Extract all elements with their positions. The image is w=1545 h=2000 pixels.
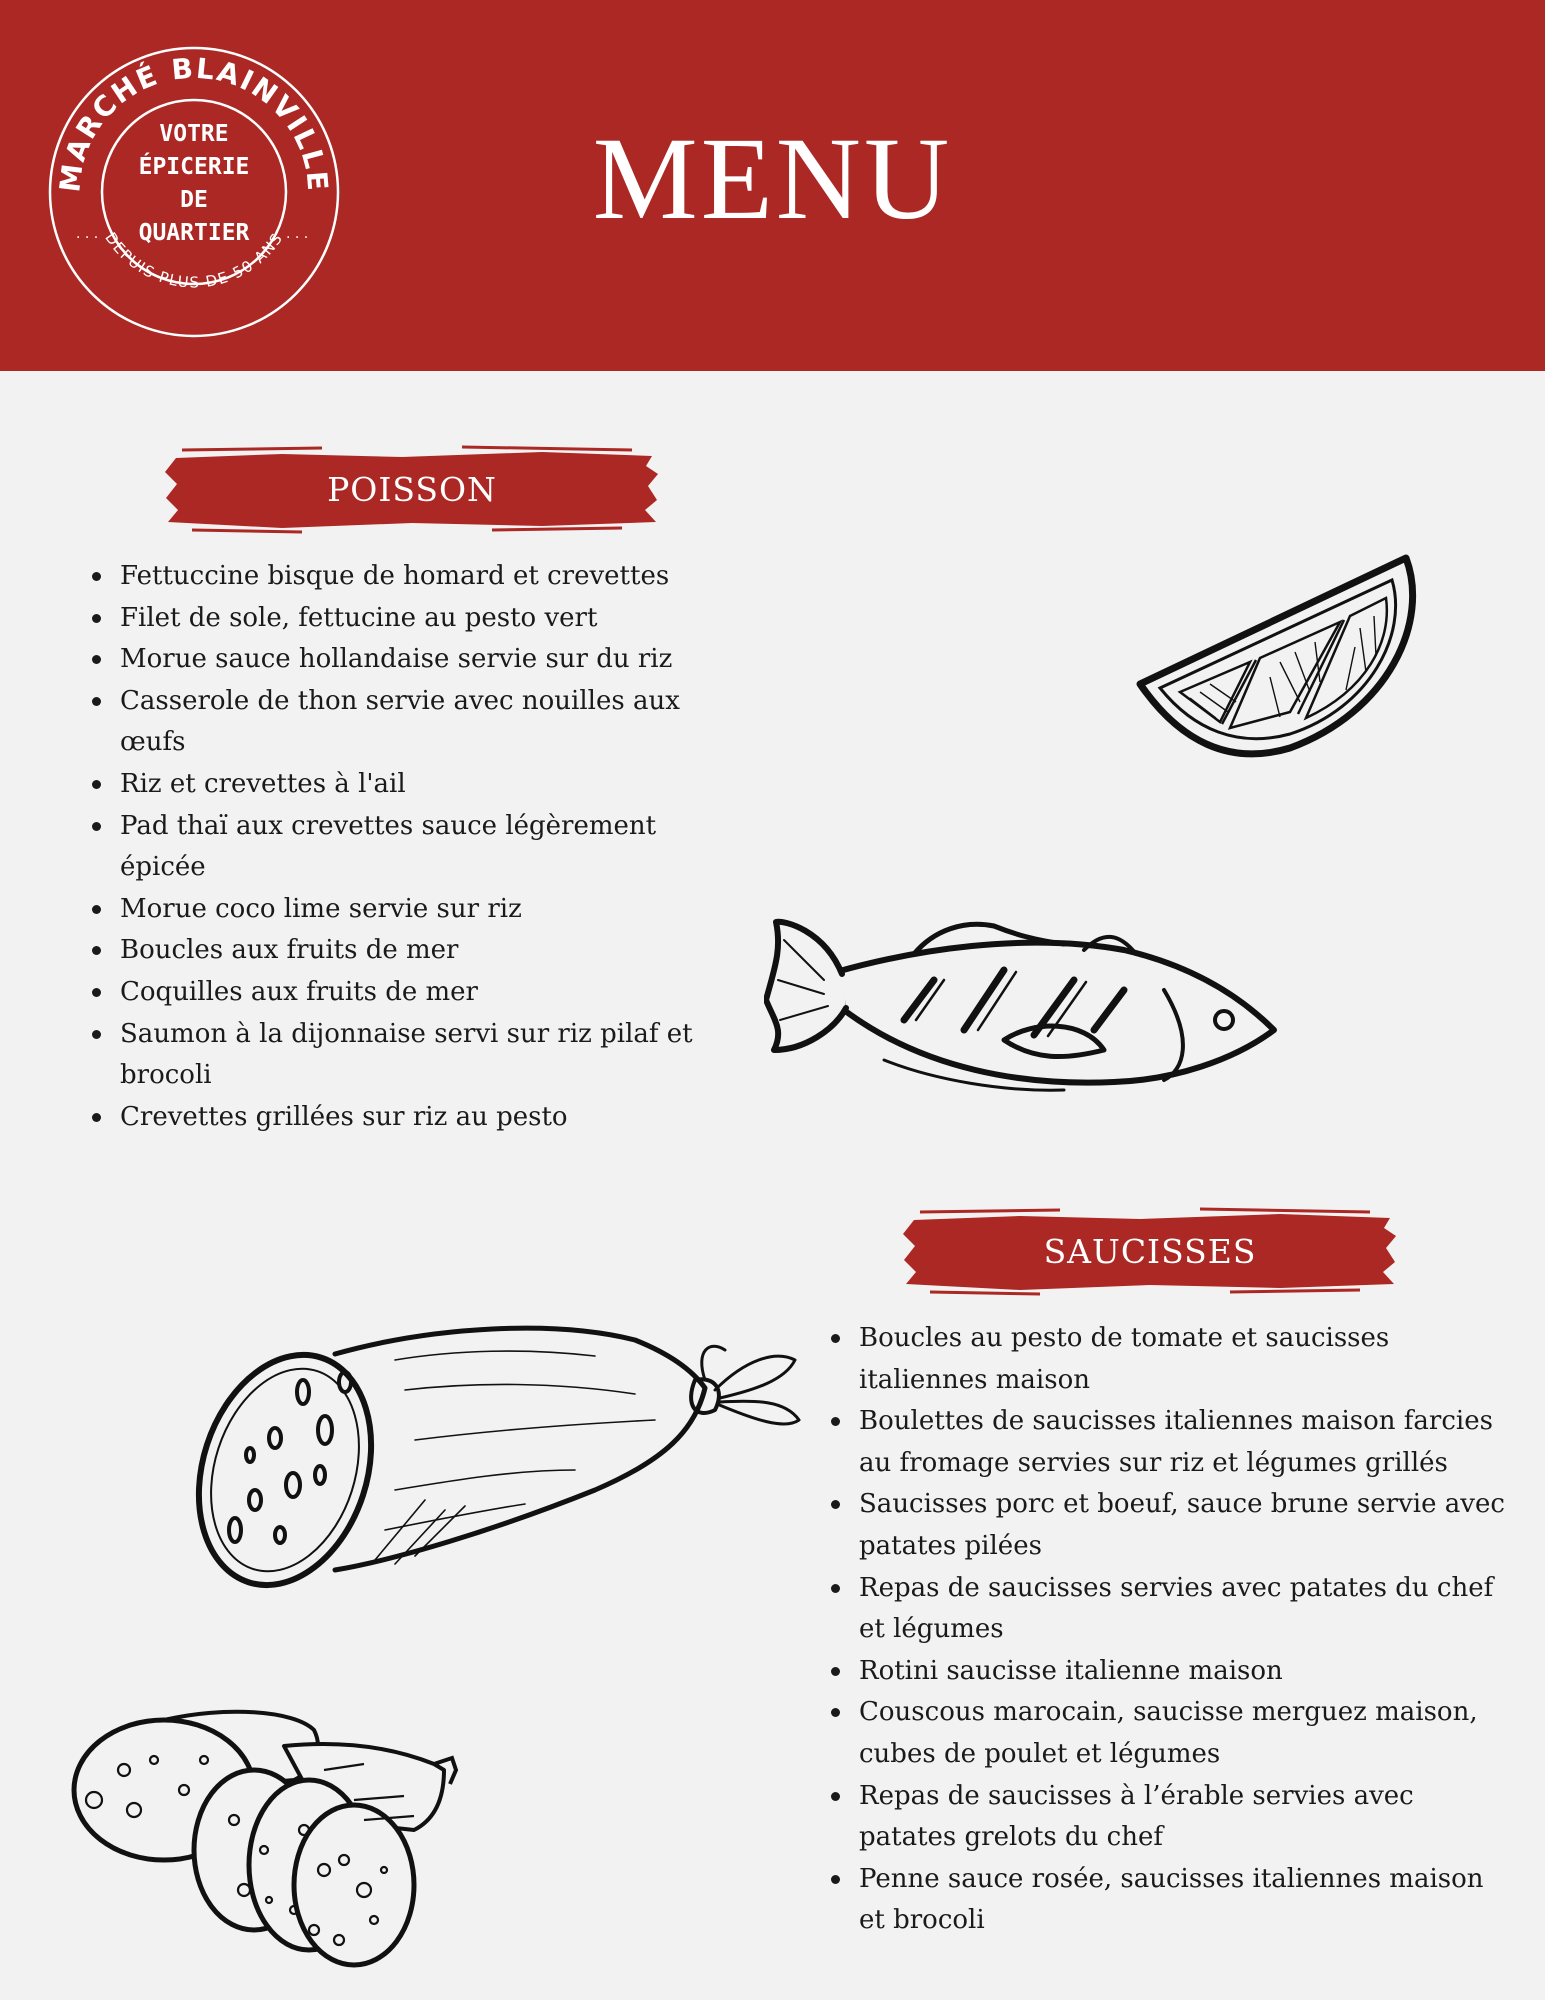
lemon-slice-icon xyxy=(1130,552,1430,767)
section-title-saucisses: SAUCISSES xyxy=(1043,1231,1257,1271)
list-item: Riz et crevettes à l'ail xyxy=(84,764,724,806)
logo-line-3: DE xyxy=(180,187,208,213)
svg-text:· · ·: · · · xyxy=(286,230,309,246)
list-item: Crevettes grillées sur riz au pesto xyxy=(84,1097,724,1139)
sliced-sausage-icon xyxy=(64,1700,464,1980)
page-title: MENU xyxy=(592,113,953,244)
logo-top-text: MARCHÉ BLAINVILLE xyxy=(53,51,335,194)
list-item: Saumon à la dijonnaise servi sur riz pilaf et brocoli xyxy=(84,1014,724,1097)
list-item: Morue coco lime servie sur riz xyxy=(84,889,724,931)
logo-line-2: ÉPICERIE xyxy=(138,154,250,180)
salami-icon xyxy=(195,1320,815,1600)
list-item: Boucles aux fruits de mer xyxy=(84,930,724,972)
list-item: Saucisses porc et boeuf, sauce brune servie avec patates pilées xyxy=(823,1484,1513,1567)
svg-text:· · ·: · · · xyxy=(76,230,99,246)
list-item: Filet de sole, fettucine au pesto vert xyxy=(84,598,724,640)
list-item: Couscous marocain, saucisse merguez maison, cubes de poulet et légumes xyxy=(823,1692,1513,1775)
header-banner xyxy=(0,0,1545,371)
list-item: Casserole de thon servie avec nouilles aux œufs xyxy=(84,681,724,764)
menu-list-poisson xyxy=(84,556,724,1138)
section-banner-saucisses xyxy=(900,1206,1400,1296)
section-banner-poisson xyxy=(162,444,662,534)
fish-icon xyxy=(764,910,1304,1110)
list-item: Rotini saucisse italienne maison xyxy=(823,1651,1513,1693)
list-item: Repas de saucisses à l’érable servies avec patates grelots du chef xyxy=(823,1776,1513,1859)
list-item: Morue sauce hollandaise servie sur du riz xyxy=(84,639,724,681)
list-item: Penne sauce rosée, saucisses italiennes maison et brocoli xyxy=(823,1859,1513,1942)
list-item: Repas de saucisses servies avec patates du chef et légumes xyxy=(823,1568,1513,1651)
list-item: Boulettes de saucisses italiennes maison farcies au fromage servies sur riz et légumes grillés xyxy=(823,1401,1513,1484)
list-item: Pad thaï aux crevettes sauce légèrement épicée xyxy=(84,806,724,889)
list-item: Fettuccine bisque de homard et crevettes xyxy=(84,556,724,598)
logo-bottom-text: DEPUIS PLUS DE 50 ANS xyxy=(101,229,287,292)
list-item: Coquilles aux fruits de mer xyxy=(84,972,724,1014)
logo-line-1: VOTRE xyxy=(159,121,229,147)
logo-line-4: QUARTIER xyxy=(138,220,250,246)
section-title-poisson: POISSON xyxy=(327,469,497,509)
menu-list-saucisses xyxy=(823,1318,1513,1942)
list-item: Boucles au pesto de tomate et saucisses italiennes maison xyxy=(823,1318,1513,1401)
